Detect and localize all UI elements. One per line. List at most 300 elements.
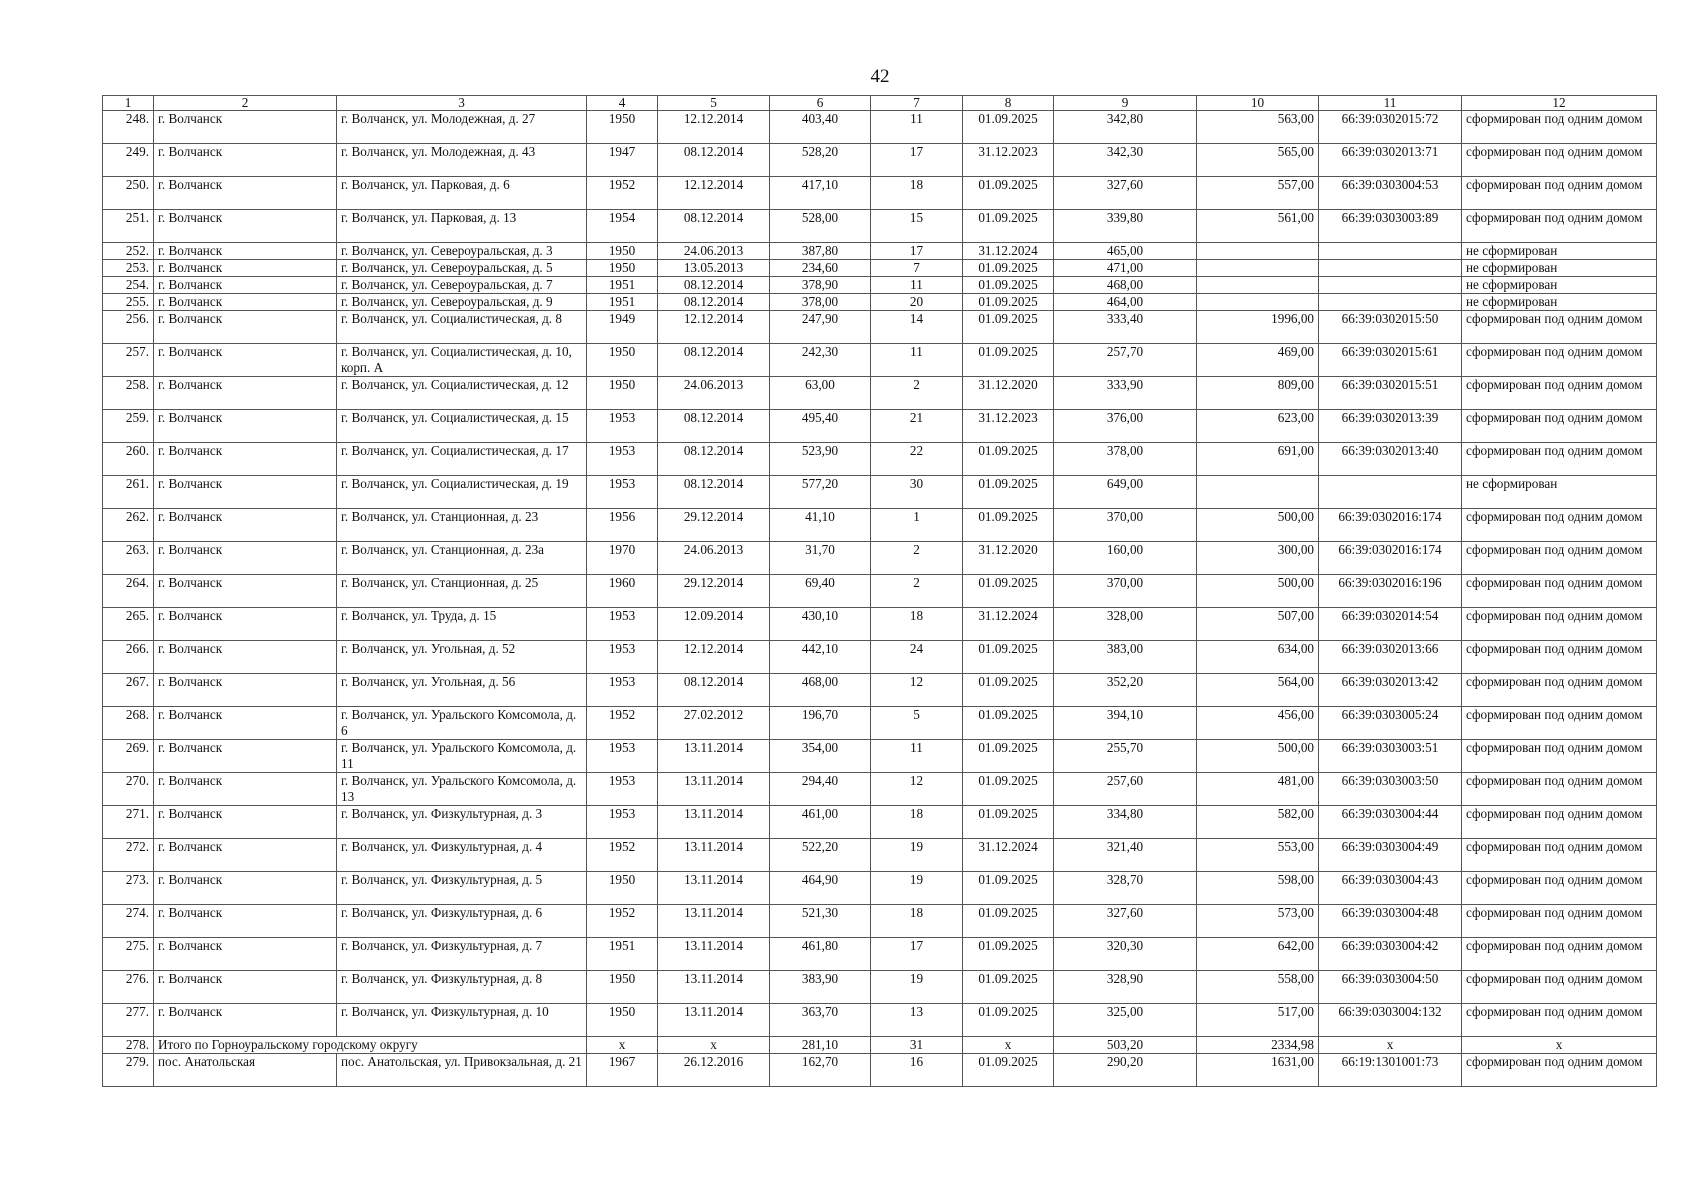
people-cell: 15	[871, 210, 963, 243]
year-cell: 1954	[587, 210, 658, 243]
col9-cell: 257,60	[1054, 773, 1197, 806]
deadline-cell: x	[963, 1037, 1054, 1054]
address-cell: г. Волчанск, ул. Физкультурная, д. 7	[337, 938, 587, 971]
people-cell: 16	[871, 1054, 963, 1087]
table-row	[103, 938, 1657, 971]
address-cell: г. Волчанск, ул. Социалистическая, д. 15	[337, 410, 587, 443]
table-row	[103, 674, 1657, 707]
locality-cell: г. Волчанск	[154, 674, 337, 707]
col9-cell: 328,90	[1054, 971, 1197, 1004]
deadline-cell: 01.09.2025	[963, 773, 1054, 806]
deadline-cell: 01.09.2025	[963, 740, 1054, 773]
address-cell: пос. Анатольская, ул. Привокзальная, д. 21	[337, 1054, 587, 1087]
deadline-cell: 01.09.2025	[963, 111, 1054, 144]
locality-cell: г. Волчанск	[154, 311, 337, 344]
area-cell: 528,00	[770, 210, 871, 243]
status-cell: x	[1462, 1037, 1657, 1054]
locality-cell: г. Волчанск	[154, 938, 337, 971]
table-row	[103, 509, 1657, 542]
date-cell: 13.11.2014	[658, 872, 770, 905]
status-cell: сформирован под одним домом	[1462, 839, 1657, 872]
area-cell: 383,90	[770, 971, 871, 1004]
row-number: 274.	[103, 905, 154, 938]
address-cell: г. Волчанск, ул. Труда, д. 15	[337, 608, 587, 641]
date-cell: 08.12.2014	[658, 144, 770, 177]
date-cell: 12.09.2014	[658, 608, 770, 641]
table-row	[103, 277, 1657, 294]
cadastral-cell: 66:39:0302013:71	[1319, 144, 1462, 177]
deadline-cell: 31.12.2020	[963, 542, 1054, 575]
row-number: 252.	[103, 243, 154, 260]
col9-cell: 370,00	[1054, 509, 1197, 542]
deadline-cell: 01.09.2025	[963, 806, 1054, 839]
deadline-cell: 01.09.2025	[963, 641, 1054, 674]
locality-cell: г. Волчанск	[154, 509, 337, 542]
people-cell: 5	[871, 707, 963, 740]
address-cell: г. Волчанск, ул. Угольная, д. 56	[337, 674, 587, 707]
area-cell: 378,00	[770, 294, 871, 311]
date-cell: 12.12.2014	[658, 177, 770, 210]
status-cell: сформирован под одним домом	[1462, 872, 1657, 905]
date-cell: 13.05.2013	[658, 260, 770, 277]
cadastral-cell: 66:39:0302015:72	[1319, 111, 1462, 144]
col10-cell	[1197, 243, 1319, 260]
address-cell: г. Волчанск, ул. Физкультурная, д. 10	[337, 1004, 587, 1037]
people-cell: 13	[871, 1004, 963, 1037]
area-cell: 461,00	[770, 806, 871, 839]
area-cell: 378,90	[770, 277, 871, 294]
deadline-cell: 31.12.2024	[963, 839, 1054, 872]
col9-cell: 321,40	[1054, 839, 1197, 872]
people-cell: 12	[871, 674, 963, 707]
area-cell: 468,00	[770, 674, 871, 707]
locality-cell: г. Волчанск	[154, 542, 337, 575]
address-cell: г. Волчанск, ул. Североуральская, д. 7	[337, 277, 587, 294]
area-cell: 363,70	[770, 1004, 871, 1037]
row-number: 276.	[103, 971, 154, 1004]
locality-cell: г. Волчанск	[154, 243, 337, 260]
col9-cell: 328,00	[1054, 608, 1197, 641]
col10-cell	[1197, 476, 1319, 509]
deadline-cell: 01.09.2025	[963, 905, 1054, 938]
column-header: 9	[1054, 96, 1197, 111]
area-cell: 495,40	[770, 410, 871, 443]
address-cell: г. Волчанск, ул. Социалистическая, д. 12	[337, 377, 587, 410]
row-number: 279.	[103, 1054, 154, 1087]
address-cell: г. Волчанск, ул. Уральского Комсомола, д. 13	[337, 773, 587, 806]
table-row	[103, 1004, 1657, 1037]
cadastral-cell	[1319, 277, 1462, 294]
date-cell: 12.12.2014	[658, 641, 770, 674]
col10-cell: 563,00	[1197, 111, 1319, 144]
people-cell: 12	[871, 773, 963, 806]
cadastral-cell: 66:39:0303003:51	[1319, 740, 1462, 773]
col9-cell: 352,20	[1054, 674, 1197, 707]
status-cell: сформирован под одним домом	[1462, 210, 1657, 243]
cadastral-cell: 66:39:0303004:53	[1319, 177, 1462, 210]
cadastral-cell: 66:39:0302016:174	[1319, 542, 1462, 575]
year-cell: 1952	[587, 707, 658, 740]
date-cell: 26.12.2016	[658, 1054, 770, 1087]
table-row	[103, 311, 1657, 344]
locality-cell: пос. Анатольская	[154, 1054, 337, 1087]
people-cell: 22	[871, 443, 963, 476]
area-cell: 430,10	[770, 608, 871, 641]
date-cell: 13.11.2014	[658, 1004, 770, 1037]
people-cell: 1	[871, 509, 963, 542]
col10-cell: 1631,00	[1197, 1054, 1319, 1087]
status-cell: сформирован под одним домом	[1462, 344, 1657, 377]
column-header: 7	[871, 96, 963, 111]
people-cell: 2	[871, 575, 963, 608]
area-cell: 417,10	[770, 177, 871, 210]
row-number: 267.	[103, 674, 154, 707]
deadline-cell: 01.09.2025	[963, 938, 1054, 971]
status-cell: сформирован под одним домом	[1462, 410, 1657, 443]
date-cell: 29.12.2014	[658, 575, 770, 608]
status-cell: не сформирован	[1462, 277, 1657, 294]
column-header: 3	[337, 96, 587, 111]
address-cell: г. Волчанск, ул. Социалистическая, д. 17	[337, 443, 587, 476]
col9-cell: 383,00	[1054, 641, 1197, 674]
area-cell: 403,40	[770, 111, 871, 144]
address-cell: г. Волчанск, ул. Североуральская, д. 5	[337, 260, 587, 277]
column-header: 10	[1197, 96, 1319, 111]
row-number: 265.	[103, 608, 154, 641]
status-cell: не сформирован	[1462, 294, 1657, 311]
status-cell: сформирован под одним домом	[1462, 707, 1657, 740]
col9-cell: 255,70	[1054, 740, 1197, 773]
locality-cell: г. Волчанск	[154, 111, 337, 144]
address-cell: г. Волчанск, ул. Физкультурная, д. 3	[337, 806, 587, 839]
col10-cell: 564,00	[1197, 674, 1319, 707]
col10-cell: 598,00	[1197, 872, 1319, 905]
area-cell: 63,00	[770, 377, 871, 410]
people-cell: 20	[871, 294, 963, 311]
status-cell: сформирован под одним домом	[1462, 111, 1657, 144]
cadastral-cell: 66:39:0303005:24	[1319, 707, 1462, 740]
area-cell: 234,60	[770, 260, 871, 277]
locality-cell: г. Волчанск	[154, 806, 337, 839]
people-cell: 11	[871, 277, 963, 294]
table-row	[103, 111, 1657, 144]
column-header: 2	[154, 96, 337, 111]
col10-cell: 300,00	[1197, 542, 1319, 575]
col9-cell: 333,90	[1054, 377, 1197, 410]
address-cell: г. Волчанск, ул. Парковая, д. 6	[337, 177, 587, 210]
cadastral-cell: x	[1319, 1037, 1462, 1054]
status-cell: сформирован под одним домом	[1462, 608, 1657, 641]
date-cell: 24.06.2013	[658, 243, 770, 260]
col9-cell: 320,30	[1054, 938, 1197, 971]
col10-cell: 561,00	[1197, 210, 1319, 243]
status-cell: сформирован под одним домом	[1462, 177, 1657, 210]
locality-cell: г. Волчанск	[154, 905, 337, 938]
row-number: 270.	[103, 773, 154, 806]
row-number: 268.	[103, 707, 154, 740]
date-cell: 08.12.2014	[658, 344, 770, 377]
cadastral-cell: 66:39:0302013:42	[1319, 674, 1462, 707]
locality-cell: г. Волчанск	[154, 144, 337, 177]
total-label: Итого по Горноуральскому городскому округу	[154, 1037, 587, 1054]
year-cell: 1951	[587, 294, 658, 311]
status-cell: сформирован под одним домом	[1462, 443, 1657, 476]
locality-cell: г. Волчанск	[154, 260, 337, 277]
deadline-cell: 01.09.2025	[963, 707, 1054, 740]
area-cell: 242,30	[770, 344, 871, 377]
col9-cell: 257,70	[1054, 344, 1197, 377]
area-cell: 387,80	[770, 243, 871, 260]
locality-cell: г. Волчанск	[154, 872, 337, 905]
col10-cell	[1197, 260, 1319, 277]
col10-cell: 582,00	[1197, 806, 1319, 839]
deadline-cell: 31.12.2024	[963, 608, 1054, 641]
year-cell: 1960	[587, 575, 658, 608]
col10-cell: 565,00	[1197, 144, 1319, 177]
area-cell: 354,00	[770, 740, 871, 773]
date-cell: 24.06.2013	[658, 542, 770, 575]
col9-cell: 503,20	[1054, 1037, 1197, 1054]
year-cell: 1967	[587, 1054, 658, 1087]
address-cell: г. Волчанск, ул. Угольная, д. 52	[337, 641, 587, 674]
col9-cell: 471,00	[1054, 260, 1197, 277]
deadline-cell: 01.09.2025	[963, 674, 1054, 707]
row-number: 269.	[103, 740, 154, 773]
locality-cell: г. Волчанск	[154, 410, 337, 443]
status-cell: сформирован под одним домом	[1462, 806, 1657, 839]
year-cell: 1952	[587, 905, 658, 938]
year-cell: 1951	[587, 938, 658, 971]
table-row	[103, 243, 1657, 260]
year-cell: 1953	[587, 806, 658, 839]
col10-cell: 517,00	[1197, 1004, 1319, 1037]
people-cell: 21	[871, 410, 963, 443]
address-cell: г. Волчанск, ул. Социалистическая, д. 19	[337, 476, 587, 509]
year-cell: 1953	[587, 410, 658, 443]
cadastral-cell: 66:39:0303004:48	[1319, 905, 1462, 938]
area-cell: 294,40	[770, 773, 871, 806]
row-number: 256.	[103, 311, 154, 344]
area-cell: 69,40	[770, 575, 871, 608]
people-cell: 2	[871, 542, 963, 575]
address-cell: г. Волчанск, ул. Социалистическая, д. 10, корп. А	[337, 344, 587, 377]
cadastral-cell: 66:39:0303004:50	[1319, 971, 1462, 1004]
year-cell: 1950	[587, 243, 658, 260]
area-cell: 522,20	[770, 839, 871, 872]
housing-register-table	[102, 95, 1657, 1087]
col10-cell: 507,00	[1197, 608, 1319, 641]
status-cell: сформирован под одним домом	[1462, 542, 1657, 575]
date-cell: 08.12.2014	[658, 277, 770, 294]
row-number: 260.	[103, 443, 154, 476]
cadastral-cell: 66:39:0303004:44	[1319, 806, 1462, 839]
locality-cell: г. Волчанск	[154, 641, 337, 674]
table-row	[103, 872, 1657, 905]
col9-cell: 328,70	[1054, 872, 1197, 905]
deadline-cell: 31.12.2023	[963, 410, 1054, 443]
locality-cell: г. Волчанск	[154, 177, 337, 210]
table-row	[103, 476, 1657, 509]
col9-cell: 327,60	[1054, 905, 1197, 938]
address-cell: г. Волчанск, ул. Станционная, д. 25	[337, 575, 587, 608]
cadastral-cell: 66:39:0302016:196	[1319, 575, 1462, 608]
col9-cell: 160,00	[1054, 542, 1197, 575]
status-cell: сформирован под одним домом	[1462, 641, 1657, 674]
table-row	[103, 1054, 1657, 1087]
date-cell: 08.12.2014	[658, 294, 770, 311]
people-cell: 18	[871, 608, 963, 641]
row-number: 271.	[103, 806, 154, 839]
cadastral-cell: 66:39:0303004:42	[1319, 938, 1462, 971]
area-cell: 461,80	[770, 938, 871, 971]
year-cell: 1952	[587, 177, 658, 210]
address-cell: г. Волчанск, ул. Физкультурная, д. 6	[337, 905, 587, 938]
col10-cell: 1996,00	[1197, 311, 1319, 344]
area-cell: 41,10	[770, 509, 871, 542]
people-cell: 31	[871, 1037, 963, 1054]
column-number-row	[103, 96, 1657, 111]
deadline-cell: 01.09.2025	[963, 509, 1054, 542]
cadastral-cell: 66:39:0302015:61	[1319, 344, 1462, 377]
col10-cell: 500,00	[1197, 509, 1319, 542]
people-cell: 11	[871, 111, 963, 144]
year-cell: 1953	[587, 773, 658, 806]
address-cell: г. Волчанск, ул. Североуральская, д. 3	[337, 243, 587, 260]
table-row	[103, 177, 1657, 210]
col9-cell: 334,80	[1054, 806, 1197, 839]
col9-cell: 333,40	[1054, 311, 1197, 344]
cadastral-cell: 66:39:0302016:174	[1319, 509, 1462, 542]
row-number: 278.	[103, 1037, 154, 1054]
year-cell: 1950	[587, 377, 658, 410]
row-number: 257.	[103, 344, 154, 377]
locality-cell: г. Волчанск	[154, 1004, 337, 1037]
year-cell: 1953	[587, 641, 658, 674]
status-cell: сформирован под одним домом	[1462, 905, 1657, 938]
address-cell: г. Волчанск, ул. Североуральская, д. 9	[337, 294, 587, 311]
table-row	[103, 410, 1657, 443]
total-row	[103, 1037, 1657, 1054]
address-cell: г. Волчанск, ул. Уральского Комсомола, д. 11	[337, 740, 587, 773]
address-cell: г. Волчанск, ул. Физкультурная, д. 4	[337, 839, 587, 872]
column-header: 4	[587, 96, 658, 111]
table-row	[103, 971, 1657, 1004]
date-cell: 13.11.2014	[658, 773, 770, 806]
locality-cell: г. Волчанск	[154, 707, 337, 740]
cadastral-cell: 66:39:0302015:50	[1319, 311, 1462, 344]
deadline-cell: 01.09.2025	[963, 311, 1054, 344]
locality-cell: г. Волчанск	[154, 740, 337, 773]
row-number: 263.	[103, 542, 154, 575]
date-cell: 24.06.2013	[658, 377, 770, 410]
col10-cell	[1197, 277, 1319, 294]
year-cell: 1970	[587, 542, 658, 575]
deadline-cell: 01.09.2025	[963, 277, 1054, 294]
year-cell: 1950	[587, 872, 658, 905]
row-number: 251.	[103, 210, 154, 243]
locality-cell: г. Волчанск	[154, 294, 337, 311]
date-cell: 13.11.2014	[658, 905, 770, 938]
col10-cell: 557,00	[1197, 177, 1319, 210]
people-cell: 17	[871, 938, 963, 971]
status-cell: сформирован под одним домом	[1462, 971, 1657, 1004]
row-number: 262.	[103, 509, 154, 542]
date-cell: 08.12.2014	[658, 674, 770, 707]
date-cell: 08.12.2014	[658, 443, 770, 476]
col9-cell: 465,00	[1054, 243, 1197, 260]
page-number: 42	[870, 66, 890, 87]
cadastral-cell: 66:39:0303004:132	[1319, 1004, 1462, 1037]
column-header: 1	[103, 96, 154, 111]
people-cell: 11	[871, 740, 963, 773]
status-cell: сформирован под одним домом	[1462, 575, 1657, 608]
locality-cell: г. Волчанск	[154, 773, 337, 806]
cadastral-cell: 66:39:0302013:66	[1319, 641, 1462, 674]
table-row	[103, 905, 1657, 938]
year-cell: 1953	[587, 476, 658, 509]
date-cell: 12.12.2014	[658, 111, 770, 144]
table-row	[103, 294, 1657, 311]
area-cell: 31,70	[770, 542, 871, 575]
row-number: 273.	[103, 872, 154, 905]
row-number: 266.	[103, 641, 154, 674]
people-cell: 19	[871, 971, 963, 1004]
cadastral-cell: 66:39:0302014:54	[1319, 608, 1462, 641]
year-cell: x	[587, 1037, 658, 1054]
date-cell: 08.12.2014	[658, 410, 770, 443]
column-header: 8	[963, 96, 1054, 111]
col10-cell: 573,00	[1197, 905, 1319, 938]
date-cell: x	[658, 1037, 770, 1054]
address-cell: г. Волчанск, ул. Физкультурная, д. 8	[337, 971, 587, 1004]
date-cell: 13.11.2014	[658, 971, 770, 1004]
cadastral-cell: 66:19:1301001:73	[1319, 1054, 1462, 1087]
table-row	[103, 542, 1657, 575]
people-cell: 30	[871, 476, 963, 509]
table-row	[103, 707, 1657, 740]
date-cell: 13.11.2014	[658, 740, 770, 773]
col9-cell: 464,00	[1054, 294, 1197, 311]
locality-cell: г. Волчанск	[154, 575, 337, 608]
table-row	[103, 773, 1657, 806]
row-number: 248.	[103, 111, 154, 144]
locality-cell: г. Волчанск	[154, 277, 337, 294]
col9-cell: 325,00	[1054, 1004, 1197, 1037]
cadastral-cell: 66:39:0302013:39	[1319, 410, 1462, 443]
col10-cell: 500,00	[1197, 740, 1319, 773]
people-cell: 7	[871, 260, 963, 277]
deadline-cell: 31.12.2023	[963, 144, 1054, 177]
people-cell: 18	[871, 806, 963, 839]
area-cell: 281,10	[770, 1037, 871, 1054]
year-cell: 1953	[587, 608, 658, 641]
area-cell: 196,70	[770, 707, 871, 740]
people-cell: 14	[871, 311, 963, 344]
address-cell: г. Волчанск, ул. Уральского Комсомола, д. 6	[337, 707, 587, 740]
status-cell: сформирован под одним домом	[1462, 773, 1657, 806]
col10-cell: 553,00	[1197, 839, 1319, 872]
status-cell: сформирован под одним домом	[1462, 311, 1657, 344]
cadastral-cell	[1319, 243, 1462, 260]
col10-cell: 2334,98	[1197, 1037, 1319, 1054]
column-header: 12	[1462, 96, 1657, 111]
cadastral-cell	[1319, 260, 1462, 277]
col9-cell: 290,20	[1054, 1054, 1197, 1087]
year-cell: 1952	[587, 839, 658, 872]
col10-cell: 469,00	[1197, 344, 1319, 377]
col10-cell	[1197, 294, 1319, 311]
address-cell: г. Волчанск, ул. Станционная, д. 23а	[337, 542, 587, 575]
